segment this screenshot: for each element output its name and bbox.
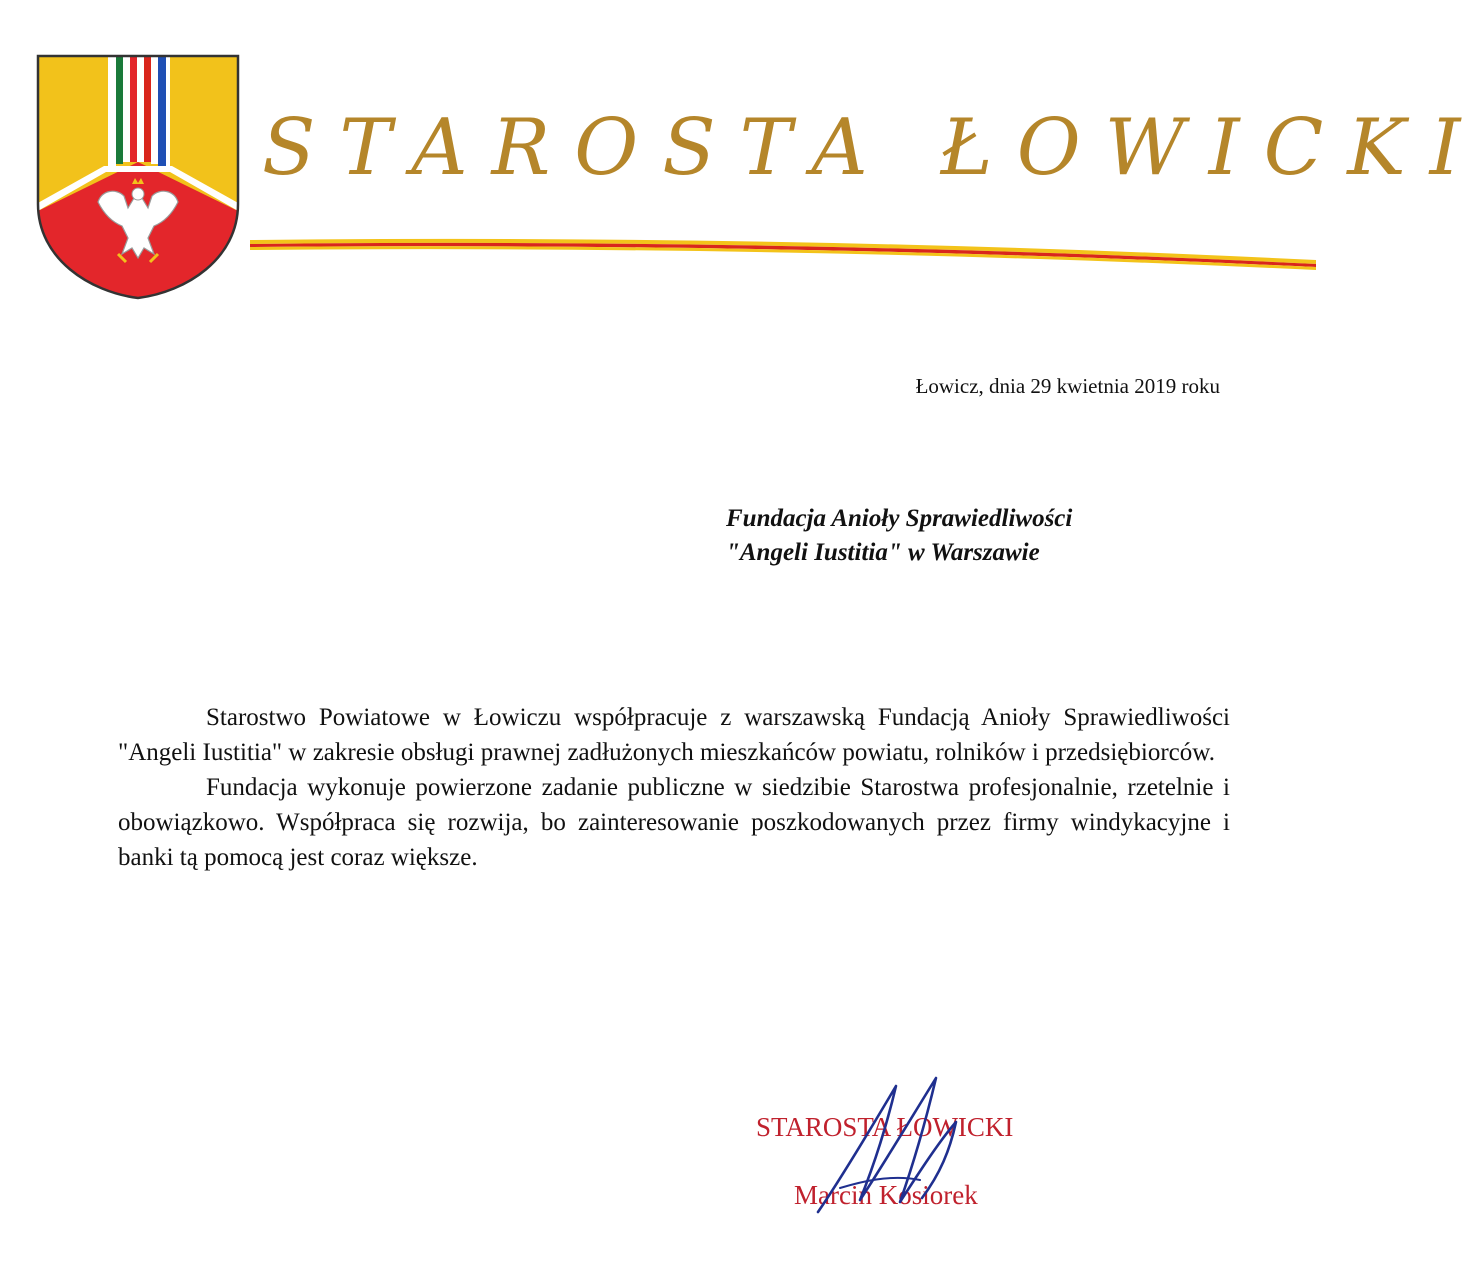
coat-of-arms-icon bbox=[36, 54, 240, 300]
letter-body bbox=[118, 700, 1230, 875]
addressee-line-1: Fundacja Anioły Sprawiedliwości bbox=[726, 505, 1073, 532]
addressee-line-2: "Angeli Iustitia" w Warszawie bbox=[726, 539, 1040, 566]
addressee-block bbox=[726, 502, 1072, 570]
letterhead-rule bbox=[250, 234, 1316, 274]
letterhead-title: STAROSTA ŁOWICKI bbox=[262, 103, 1484, 193]
signatory-title: STAROSTA ŁOWICKI bbox=[756, 1112, 1014, 1142]
letter-date: Łowicz, dnia 29 kwietnia 2019 roku bbox=[915, 374, 1220, 398]
handwritten-signature-icon bbox=[800, 1070, 1000, 1220]
body-paragraph-1: Starostwo Powiatowe w Łowiczu współpracuje z warszawską Fundacją Anioły Sprawiedliwości "Angeli Iustitia" w zakresie obsługi prawnej zadłużonych mieszkańców powiatu, rolników i przedsiębiorców. bbox=[118, 704, 1230, 766]
body-paragraph-2: Fundacja wykonuje powierzone zadanie publiczne w siedzibie Starostwa profesjonalnie, rzetelnie i obowiązkowo. Współpraca się rozwija, bo zainteresowanie poszkodowanych przez firmy windykacyjne i banki tą pomocą jest coraz większe. bbox=[118, 774, 1230, 871]
signatory-name: Marcin Kosiorek bbox=[794, 1180, 978, 1210]
